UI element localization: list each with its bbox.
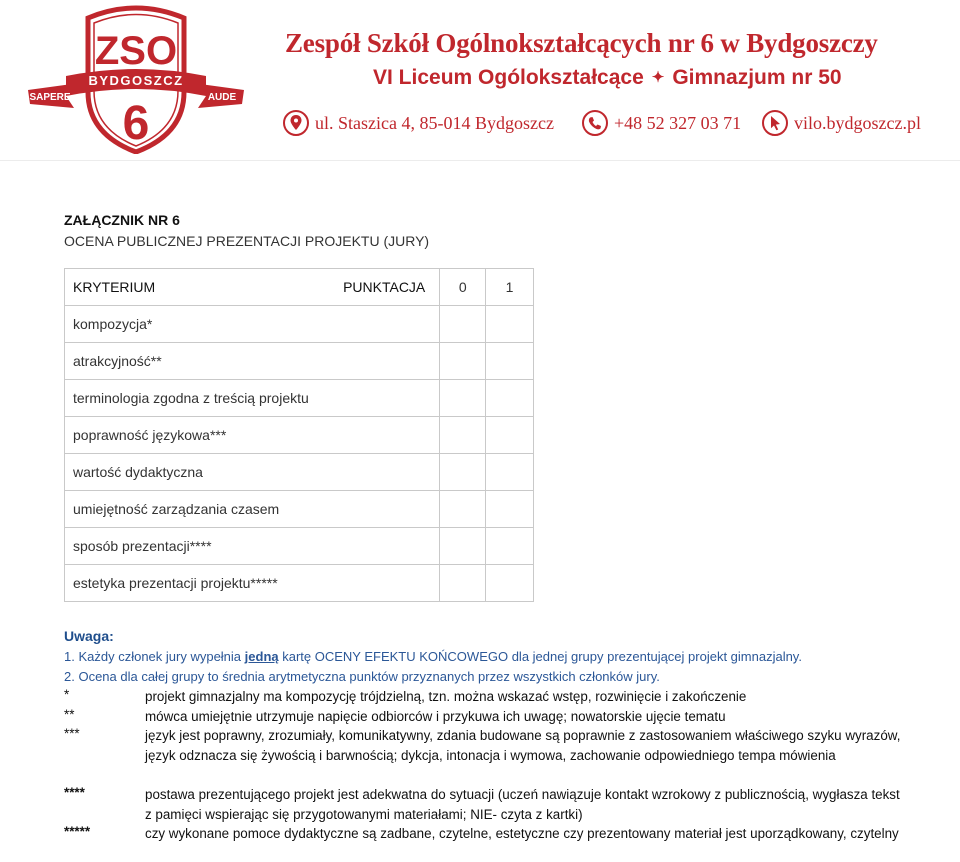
footnote-mark: *** — [64, 726, 80, 741]
contact-website — [762, 110, 921, 136]
score-1-cell[interactable] — [486, 528, 534, 565]
score-1-cell[interactable] — [486, 306, 534, 343]
school-subtitle-left: VI Liceum Ogólokształcące — [373, 66, 644, 89]
score-0-cell[interactable] — [440, 417, 486, 454]
note-1-prefix: 1. Każdy członek jury wypełnia — [64, 649, 245, 664]
criterion-label: sposób prezentacji**** — [65, 528, 440, 565]
criterion-label: umiejętność zarządzania czasem — [65, 491, 440, 528]
phone-text: +48 52 327 03 71 — [614, 112, 742, 133]
table-row — [65, 565, 534, 602]
school-subtitle — [373, 66, 842, 90]
logo-banner-text: BYDGOSZCZ — [88, 73, 184, 88]
criterion-label: poprawność językowa*** — [65, 417, 440, 454]
phone-icon — [582, 110, 608, 136]
criterion-label: atrakcyjność** — [65, 343, 440, 380]
score-1-cell[interactable] — [486, 380, 534, 417]
diamond-star-icon: ✦ — [651, 69, 665, 86]
contact-address — [283, 110, 554, 136]
note-1-suffix: kartę OCENY EFEKTU KOŃCOWEGO dla jednej grupy prezentującej projekt gimnazjalny. — [278, 649, 802, 664]
table-row — [65, 343, 534, 380]
document-title: OCENA PUBLICZNEJ PREZENTACJI PROJEKTU (JURY) — [64, 233, 430, 249]
school-emblem-icon — [26, 4, 246, 154]
footnote-mark: ** — [64, 707, 75, 722]
logo-ribbon-left: SAPERE — [29, 92, 71, 103]
table-row — [65, 491, 534, 528]
footnote-text: język jest poprawny, zrozumiały, komunikatywny, zdania budowane są poprawnie z zastosowaniem właściwego szyku wyrazów, język odznacza się żywością i barwnością; dykcja, intonacja i wymowa, zachowanie odpowiedniego tempa mówienia — [145, 728, 901, 763]
score-1-cell[interactable] — [486, 454, 534, 491]
table-row — [65, 417, 534, 454]
criterion-label: kompozycja* — [65, 306, 440, 343]
footnote-text: czy wykonane pomoce dydaktyczne są zadbane, czytelne, estetyczne czy prezentowany materiał jest uporządkowany, czytelny — [145, 826, 899, 841]
criterion-label: estetyka prezentacji projektu***** — [65, 565, 440, 602]
table-row — [65, 454, 534, 491]
footnote-text: mówca umiejętnie utrzymuje napięcie odbiorców i przykuwa ich uwagę; nowatorskie ujęcie tematu — [145, 709, 726, 724]
header-criterion: KRYTERIUM — [73, 279, 156, 295]
note-2: 2. Ocena dla całej grupy to średnia arytmetyczna punktów przyznanych przez wszystkich członków jury. — [64, 669, 660, 684]
score-0-cell[interactable] — [440, 491, 486, 528]
cursor-click-icon — [762, 110, 788, 136]
annex-title: ZAŁĄCZNIK NR 6 — [64, 212, 180, 228]
table-header-row — [65, 269, 534, 306]
address-text: ul. Staszica 4, 85-014 Bydgoszcz — [315, 112, 554, 133]
school-logo — [26, 4, 246, 154]
logo-number: 6 — [122, 97, 150, 150]
footnote-mark: **** — [64, 785, 85, 800]
table-row — [65, 528, 534, 565]
score-0-cell[interactable] — [440, 528, 486, 565]
score-0-cell[interactable] — [440, 343, 486, 380]
notes-title: Uwaga: — [64, 628, 114, 644]
table-row — [65, 306, 534, 343]
header-criterion-cell — [65, 269, 440, 306]
score-0-cell[interactable] — [440, 306, 486, 343]
table-row — [65, 380, 534, 417]
location-pin-icon — [283, 110, 309, 136]
score-0-cell[interactable] — [440, 380, 486, 417]
footnote-mark: * — [64, 687, 70, 702]
school-subtitle-right: Gimnazjum nr 50 — [672, 66, 842, 89]
score-0-cell[interactable] — [440, 454, 486, 491]
score-1-cell[interactable] — [486, 565, 534, 602]
header-points: PUNKTACJA — [343, 279, 426, 295]
criterion-label: terminologia zgodna z treścią projektu — [65, 380, 440, 417]
website-text: vilo.bydgoszcz.pl — [794, 112, 921, 133]
footnote-text: projekt gimnazjalny ma kompozycję trójdzielną, tzn. można wskazać wstęp, rozwinięcie i zakończenie — [145, 689, 747, 704]
footnote-mark: ***** — [64, 824, 91, 839]
school-name: Zespół Szkół Ogólnokształcących nr 6 w Bydgoszczy — [285, 28, 878, 58]
logo-ribbon-right: AUDE — [207, 92, 237, 103]
contact-phone — [582, 110, 741, 136]
score-1-cell[interactable] — [486, 491, 534, 528]
footnote-text: postawa prezentującego projekt jest adekwatna do sytuacji (uczeń nawiązuje kontakt wzrokowy z publicznością, wygłasza tekst z pamięci wspierając się przygotowanymi materiałami; NIE- czyta z kartki) — [145, 787, 900, 822]
note-1-emphasis: jedną — [244, 649, 279, 664]
criteria-table — [64, 268, 534, 602]
header-score-0: 0 — [440, 269, 486, 306]
score-1-cell[interactable] — [486, 343, 534, 380]
criterion-label: wartość dydaktyczna — [65, 454, 440, 491]
score-1-cell[interactable] — [486, 417, 534, 454]
score-0-cell[interactable] — [440, 565, 486, 602]
header-divider — [0, 160, 960, 161]
logo-top-text: ZSO — [94, 29, 178, 73]
note-1 — [64, 649, 802, 664]
header-score-1: 1 — [486, 269, 534, 306]
